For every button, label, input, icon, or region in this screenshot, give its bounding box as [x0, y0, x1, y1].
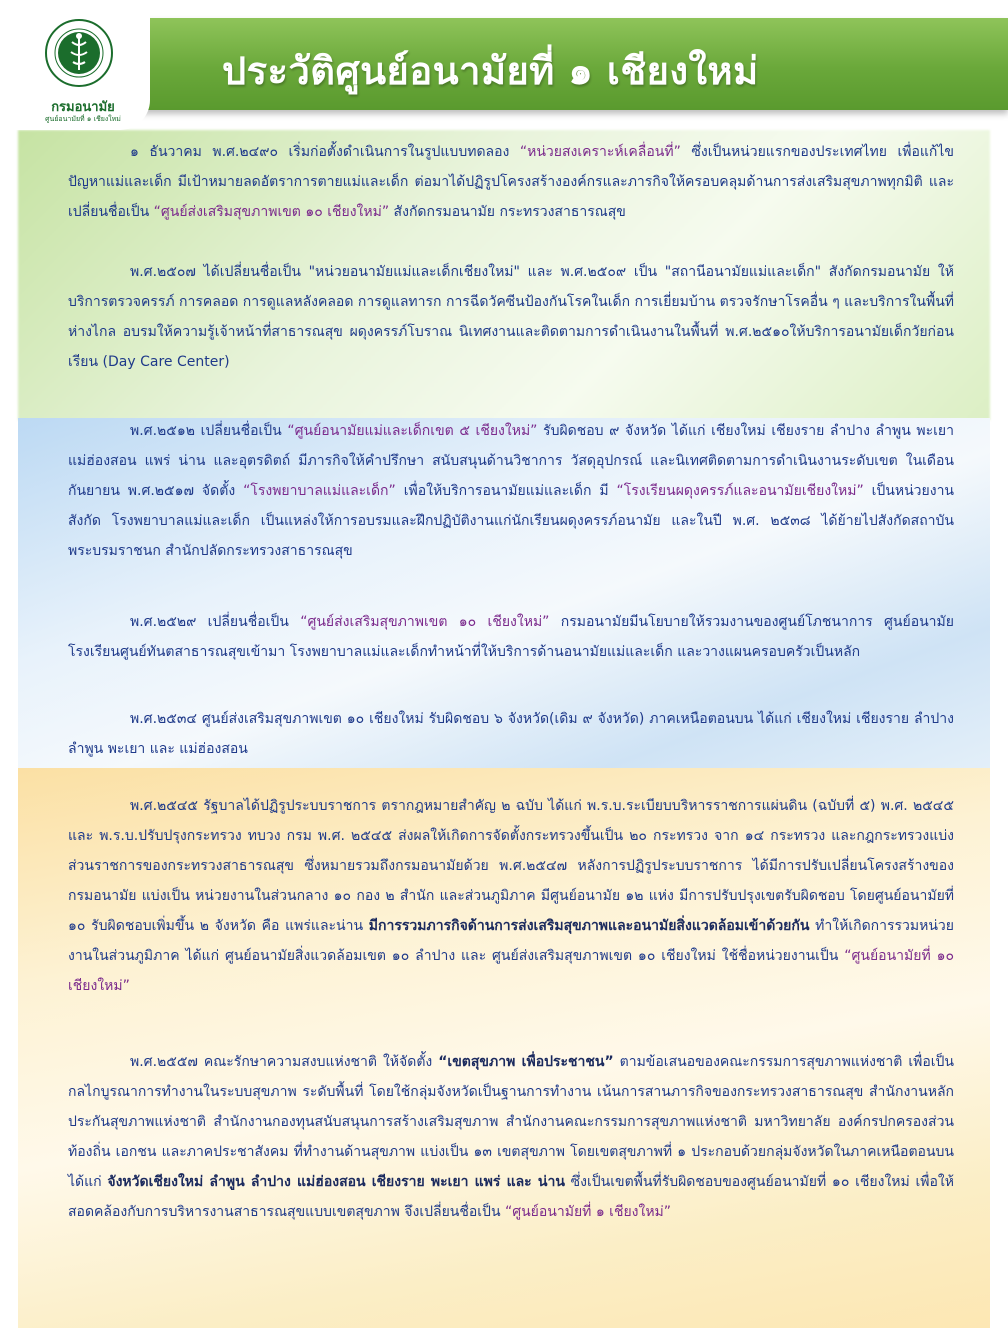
text-run: ซึ่งเป็นเขตพื้นที่รับผิดชอบของศูนย์อนามัยที่ ๑๐ เชียงใหม่ เพื่อให้สอดคล้องกับการบริหารงานสาธารณสุขแบบเขตสุขภาพ จึงเปลี่ยนชื่อเป็น	[68, 1174, 954, 1220]
text-run: พ.ศ.๒๕๒๙ เปลี่ยนชื่อเป็น	[130, 614, 301, 630]
text-run: พ.ศ.๒๕๕๗ คณะรักษาความสงบแห่งชาติ ให้จัดตั้ง	[130, 1054, 439, 1070]
text-run: พ.ศ.๒๕๑๒ เปลี่ยนชื่อเป็น	[130, 423, 288, 439]
text-run: เป็นหน่วยงานสังกัด โรงพยาบาลแม่และเด็ก เป็นแหล่งให้การอบรมและฝึกปฏิบัติงานแก่นักเรียนผดุงครรภ์อนามัย และในปี พ.ศ. ๒๕๓๘ ได้ย้ายไปสังกัดสถาบันพระบรมราชนก สำนักปลัดกระทรวงสาธารณสุข	[68, 483, 955, 559]
paragraph-1964-rename	[68, 257, 954, 377]
text-run: ตามข้อเสนอของคณะกรรมการสุขภาพแห่งชาติ เพื่อเป็นกลไกบูรณาการทำงานในระบบสุขภาพ ระดับพื้นที่ โดยใช้กลุ่มจังหวัดเป็นฐานการทำงาน เน้นการสานภารกิจของกระทรวงสาธารณสุข สำนักงานหลักประกันสุขภาพแห่งชาติ สำนักงานกองทุนสนับสนุนการสร้างเสริมสุขภาพ สำนักงานคณะกรรมการสุขภาพแห่งชาติ มหาวิทยาลัย องค์กรปกครองส่วนท้องถิ่น เอกชน และภาคประชาสังคม ที่ทำงานด้านสุขภาพ แบ่งเป็น ๑๓ เขตสุขภาพ โดยเขตสุขภาพที่ ๑ ประกอบด้วยกลุ่มจังหวัดในภาคเหนือตอนบน ได้แก่	[68, 1054, 954, 1190]
text-run: เพื่อให้บริการอนามัยแม่และเด็ก มี	[395, 483, 617, 499]
highlight-mch-hospital: “โรงพยาบาลแม่และเด็ก”	[243, 483, 396, 499]
text-run: ๑ ธันวาคม พ.ศ.๒๔๙๐ เริ่มก่อตั้งดำเนินการในรูปแบบทดลอง	[130, 144, 520, 160]
text-run: ซึ่งเป็นหน่วยแรกของประเทศไทย เพื่อแก้ไขปัญหาแม่และเด็ก มีเป้าหมายลดอัตราการตายแม่และเด็ก ต่อมาได้ปฏิรูปโครงสร้างองค์กรและภารกิจให้ครอบคลุมด้านการส่งเสริมสุขภาพทุกมิติ และเปลี่ยนชื่อเป็น	[68, 144, 954, 220]
paragraph-1947-founding	[68, 137, 954, 227]
text-run: กรมอนามัยมีนโยบายให้รวมงานของศูนย์โภชนาการ ศูนย์อนามัย โรงเรียนศูนย์ทันตสาธารณสุขเข้ามา โรงพยาบาลแม่และเด็กทำหน้าที่ให้บริการด้านอนามัยแม่และเด็ก และวางแผนครอบครัวเป็นหลัก	[68, 614, 954, 660]
highlight-midwifery-school: “โรงเรียนผดุงครรภ์และอนามัยเชียงใหม่”	[616, 483, 864, 499]
logo-department-name: กรมอนามัย	[51, 100, 115, 115]
paragraph-1991-scope	[68, 704, 954, 764]
paragraph-2014-health-region	[68, 1047, 954, 1227]
highlight-health-promotion-center: “ศูนย์ส่งเสริมสุขภาพเขต ๑๐ เชียงใหม่”	[153, 204, 390, 220]
ministry-seal-icon	[44, 18, 114, 88]
text-run: สังกัดกรมอนามัย กระทรวงสาธารณสุข	[389, 204, 626, 220]
page-title: ประวัติศูนย์อนามัยที่ ๑ เชียงใหม่	[222, 49, 759, 93]
highlight-provinces: จังหวัดเชียงใหม่ ลำพูน ลำปาง แม่ฮ่องสอน เชียงราย พะเยา แพร่ และ น่าน	[107, 1174, 565, 1190]
paragraph-2002-reform	[68, 791, 954, 1001]
highlight-merged-mission: มีการรวมภารกิจด้านการส่งเสริมสุขภาพและอนามัยสิ่งแวดล้อมเข้าด้วยกัน	[368, 918, 810, 934]
paragraph-1986-rename	[68, 607, 954, 667]
text-run: พ.ศ.๒๕๓๔ ศูนย์ส่งเสริมสุขภาพเขต ๑๐ เชียงใหม่ รับผิดชอบ ๖ จังหวัด(เดิม ๙ จังหวัด) ภาคเหนือตอนบน ได้แก่ เชียงใหม่ เชียงราย ลำปาง ลำพูน พะเยา และ แม่ฮ่องสอน	[68, 711, 954, 757]
logo	[0, 0, 150, 130]
logo-center-name: ศูนย์อนามัยที่ ๑ เชียงใหม่	[45, 115, 121, 123]
text-run: พ.ศ.๒๕๐๗ ได้เปลี่ยนชื่อเป็น "หน่วยอนามัยแม่และเด็กเชียงใหม่" และ พ.ศ.๒๕๐๙ เป็น "สถานีอนามัยแม่และเด็ก" สังกัดกรมอนามัย ให้บริการตรวจครรภ์ การคลอด การดูแลหลังคลอด การดูแลทารก การฉีดวัคซีนป้องกันโรคในเด็ก การเยี่ยมบ้าน ตรวจรักษาโรคอื่น ๆ และบริการในพื้นที่ห่างไกล อบรมให้ความรู้เจ้าหน้าที่สาธารณสุข ผดุงครรภ์โบราณ นิเทศงานและติดตามการดำเนินงานในพื้นที่ พ.ศ.๒๕๑๐ให้บริการอนามัยเด็กวัยก่อนเรียน (Day Care Center)	[68, 264, 954, 370]
highlight-mch-center: “ศูนย์อนามัยแม่และเด็กเขต ๕ เชียงใหม่”	[287, 423, 538, 439]
text-run: ทำให้เกิดการรวมหน่วยงานในส่วนภูมิภาค ได้แก่ ศูนย์อนามัยสิ่งแวดล้อมเขต ๑๐ ลำปาง และ ศูนย์ส่งเสริมสุขภาพเขต ๑๐ เชียงใหม่ ใช้ชื่อหน่วยงานเป็น	[68, 918, 954, 964]
text-run: พ.ศ.๒๕๔๕ รัฐบาลได้ปฏิรูประบบราชการ ตรากฎหมายสำคัญ ๒ ฉบับ ได้แก่ พ.ร.บ.ระเบียบบริหารราชการแผ่นดิน (ฉบับที่ ๕) พ.ศ. ๒๕๔๕ และ พ.ร.บ.ปรับปรุงกระทรวง ทบวง กรม พ.ศ. ๒๕๔๕ ส่งผลให้เกิดการจัดตั้งกระทรวงขึ้นเป็น ๒๐ กระทรวง จาก ๑๔ กระทรวง และกฎกระทรวงแบ่งส่วนราชการของกระทรวงสาธารณสุข ซึ่งหมายรวมถึงกรมอนามัยด้วย พ.ศ.๒๕๔๗ หลังการปฏิรูประบบราชการ ได้มีการปรับเปลี่ยนโครงสร้างของกรมอนามัย แบ่งเป็น หน่วยงานในส่วนกลาง ๑๐ กอง ๒ สำนัก และส่วนภูมิภาค มีศูนย์อนามัย ๑๒ แห่ง มีการปรับปรุงเขตรับผิดชอบ โดยศูนย์อนามัยที่ ๑๐ รับผิดชอบเพิ่มขึ้น ๒ จังหวัด คือ แพร่และน่าน	[68, 798, 954, 934]
paragraph-1969-rename	[68, 416, 954, 566]
highlight-mobile-unit: “หน่วยสงเคราะห์เคลื่อนที่”	[519, 144, 681, 160]
highlight-health-center-1: “ศูนย์อนามัยที่ ๑ เชียงใหม่”	[504, 1204, 672, 1220]
highlight-health-promotion-center: “ศูนย์ส่งเสริมสุขภาพเขต ๑๐ เชียงใหม่”	[300, 614, 550, 630]
text-run: รับผิดชอบ ๙ จังหวัด ได้แก่ เชียงใหม่ เชียงราย ลำปาง ลำพูน พะเยา แม่ฮ่องสอน แพร่ น่าน และอุตรดิตถ์ มีภารกิจให้คำปรึกษา สนับสนุนด้านวิชาการ วัสดุอุปกรณ์ และนิเทศติดตามการดำเนินงานระดับเขต ในเดือนกันยายน พ.ศ.๒๕๑๗ จัดตั้ง	[68, 423, 954, 499]
highlight-health-center-10: “ศูนย์อนามัยที่ ๑๐ เชียงใหม่”	[68, 948, 954, 994]
highlight-health-region: “เขตสุขภาพ เพื่อประชาชน”	[438, 1054, 614, 1070]
